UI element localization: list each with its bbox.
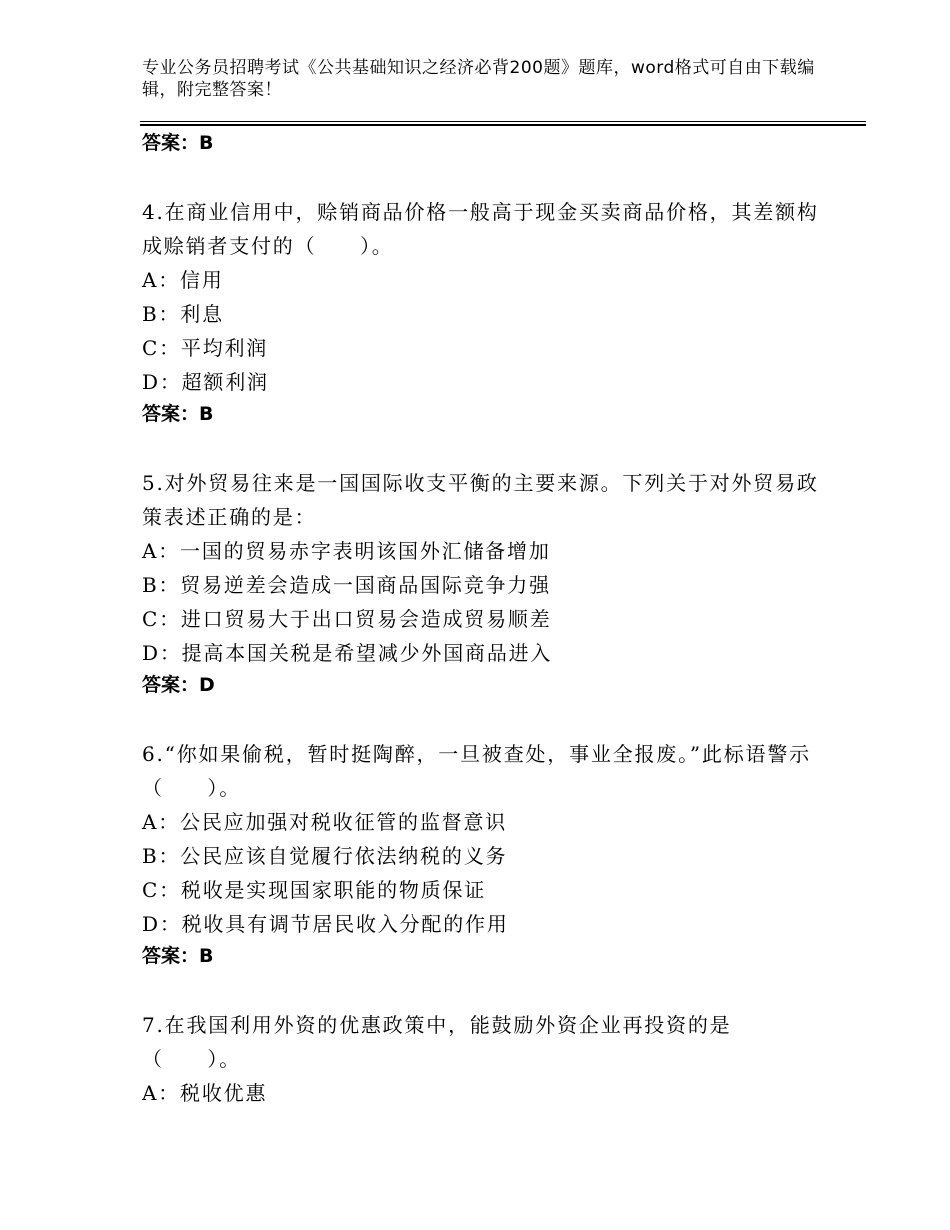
header-rule-thick (140, 124, 866, 126)
answer-line: 答案：B (142, 945, 214, 967)
option-b: B：公民应该自觉履行依法纳税的义务 (142, 844, 508, 868)
question-5 (142, 466, 822, 700)
option-d: D：超额利润 (142, 370, 269, 394)
document-body (142, 128, 822, 1110)
option-b: B：利息 (142, 302, 224, 326)
option-c: C：税收是实现国家职能的物质保证 (142, 878, 487, 902)
question-4 (142, 195, 822, 429)
option-c: C：平均利润 (142, 336, 269, 360)
option-a: A：公民应加强对税收征管的监督意识 (142, 810, 508, 834)
question-6 (142, 737, 822, 971)
option-a: A：税收优惠 (142, 1081, 268, 1105)
option-d: D：提高本国关税是希望减少外国商品进入 (142, 641, 553, 665)
option-d: D：税收具有调节居民收入分配的作用 (142, 912, 509, 936)
answer-line: 答案：B (142, 403, 214, 425)
header-rule-thin (140, 121, 866, 122)
option-a: A：一国的贸易赤字表明该国外汇储备增加 (142, 539, 551, 563)
question-text: 5.对外贸易往来是一国国际收支平衡的主要来源。下列关于对外贸易政策表述正确的是： (142, 471, 819, 529)
option-b: B：贸易逆差会造成一国商品国际竞争力强 (142, 573, 551, 597)
question-text: 6.“你如果偷税，暂时挺陶醉，一旦被查处，事业全报废。”此标语警示（ ）。 (142, 742, 811, 800)
question-text: 7.在我国利用外资的优惠政策中，能鼓励外资企业再投资的是（ ）。 (142, 1013, 732, 1071)
answer-line: 答案：B (142, 132, 214, 154)
document-header: 专业公务员招聘考试《公共基础知识之经济必背200题》题库，word格式可自由下载编辑，附完整答案！ (142, 58, 815, 100)
question-7 (142, 1008, 822, 1110)
option-c: C：进口贸易大于出口贸易会造成贸易顺差 (142, 607, 552, 631)
option-a: A：信用 (142, 268, 224, 292)
question-text: 4.在商业信用中，赊销商品价格一般高于现金买卖商品价格，其差额构成赊销者支付的（ ）。 (142, 200, 819, 258)
answer-line: 答案：D (142, 674, 215, 696)
